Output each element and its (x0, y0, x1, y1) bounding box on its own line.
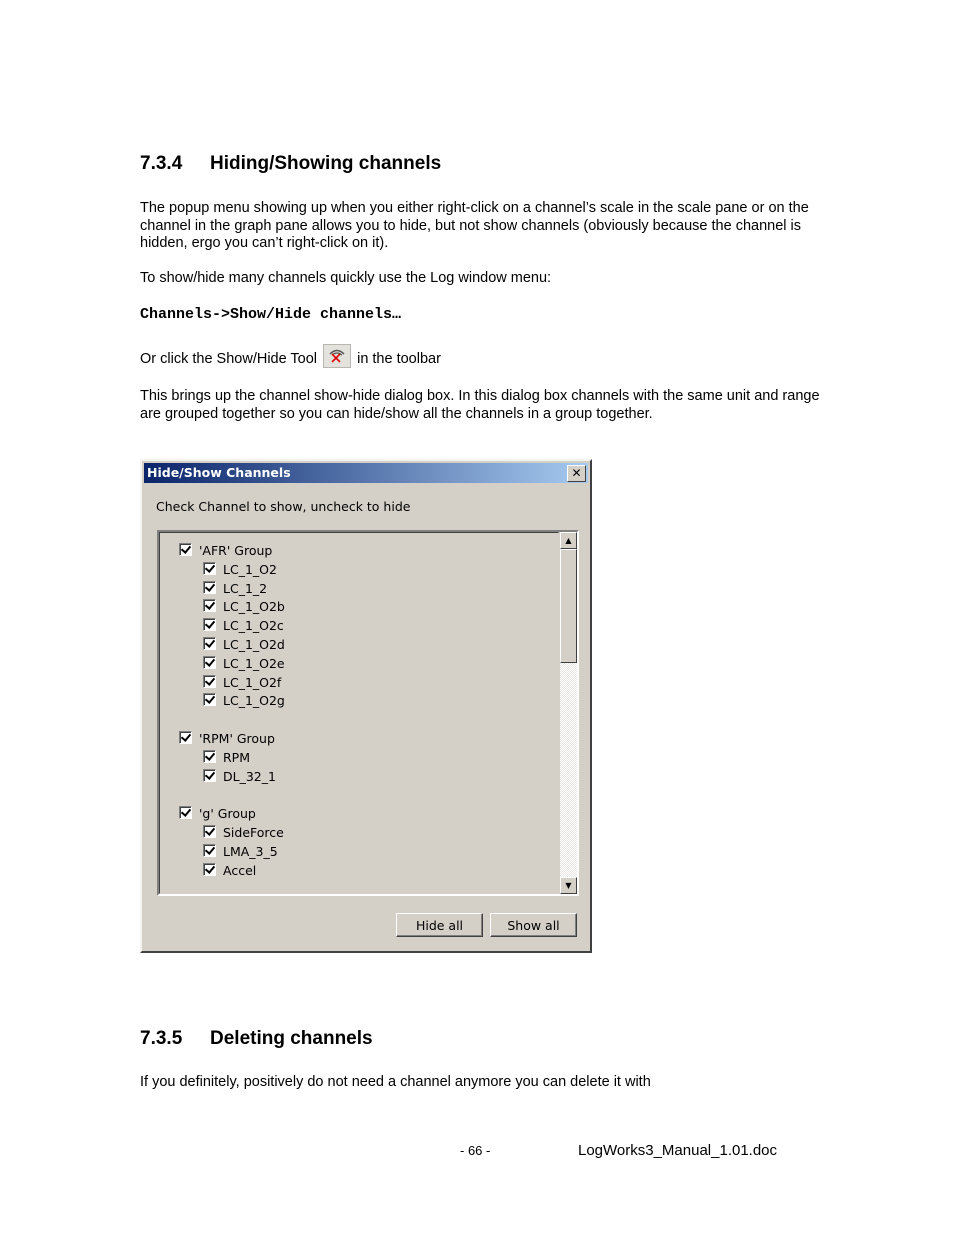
channel-checkbox[interactable] (203, 769, 216, 782)
channel-row[interactable] (203, 598, 285, 616)
channel-label: LMA_3_5 (223, 843, 278, 859)
channel-row[interactable] (203, 655, 285, 673)
menu-path-code: Channels->Show/Hide channels… (140, 306, 402, 323)
group-row[interactable] (179, 542, 272, 560)
show-hide-tool-icon (323, 344, 351, 368)
paragraph-show-hide-menu: To show/hide many channels quickly use the Log window menu: (140, 270, 552, 286)
channel-row[interactable] (203, 749, 250, 767)
channel-checkbox[interactable] (203, 844, 216, 857)
group-checkbox[interactable] (179, 731, 192, 744)
toolbar-text-before: Or click the Show/Hide Tool (140, 351, 318, 367)
channel-label: RPM (223, 749, 251, 765)
channel-row[interactable] (203, 617, 284, 635)
paragraph-popup-menu: The popup menu showing up when you either right-click on a channel’s scale in the scale pane or on the channel in the graph pane allows you to hide, but not show channels (obviously because the channel is hidden, ergo you can’t right-click on it). (140, 200, 809, 251)
section-number: 7.3.5 (140, 1028, 183, 1049)
dialog-instruction: Check Channel to show, uncheck to hide (156, 499, 411, 514)
section-title: Deleting channels (210, 1028, 373, 1049)
channel-checkbox[interactable] (203, 618, 216, 631)
channel-checkbox[interactable] (203, 581, 216, 594)
group-label: 'AFR' Group (199, 543, 273, 558)
channel-label: LC_1_O2e (223, 655, 285, 671)
close-icon[interactable]: ✕ (567, 465, 586, 482)
toolbar-text-after: in the toolbar (357, 351, 441, 367)
channel-checkbox[interactable] (203, 656, 216, 669)
channel-checkbox[interactable] (203, 863, 216, 876)
channel-checkbox[interactable] (203, 750, 216, 763)
channel-label: LC_1_O2f (223, 674, 282, 690)
channel-label: LC_1_O2g (223, 693, 285, 709)
group-label: 'RPM' Group (199, 731, 275, 746)
channel-row[interactable] (203, 843, 278, 861)
group-label: 'g' Group (199, 806, 256, 822)
dialog-titlebar (144, 463, 588, 483)
section-title: Hiding/Showing channels (210, 153, 442, 174)
group-row[interactable] (179, 730, 275, 748)
channel-checkbox[interactable] (203, 637, 216, 650)
channel-row[interactable] (203, 674, 281, 692)
hide-all-button[interactable]: Hide all (396, 913, 483, 937)
channel-checkbox[interactable] (203, 562, 216, 575)
channel-row[interactable] (203, 862, 256, 880)
channel-checkbox[interactable] (203, 693, 216, 706)
vertical-scrollbar[interactable] (560, 532, 577, 894)
channel-row[interactable] (203, 692, 285, 710)
dialog-title: Hide/Show Channels (147, 465, 291, 480)
paragraph-toolbar (140, 344, 820, 372)
channel-list[interactable] (157, 530, 579, 896)
page-number: - 66 - (460, 1143, 491, 1158)
channel-label: Accel (223, 862, 257, 878)
channel-row[interactable] (203, 580, 267, 598)
section-number: 7.3.4 (140, 153, 183, 174)
channel-row[interactable] (203, 768, 276, 786)
channel-label: LC_1_O2b (223, 599, 285, 615)
channel-row[interactable] (203, 561, 277, 579)
channel-label: DL_32_1 (223, 768, 276, 784)
group-row[interactable] (179, 805, 256, 823)
document-filename: LogWorks3_Manual_1.01.doc (578, 1142, 778, 1159)
channel-checkbox[interactable] (203, 599, 216, 612)
paragraph-dialog-description: This brings up the channel show-hide dialog box. In this dialog box channels with the same unit and range are grouped together so you can hide/show all the channels in a group together. (140, 388, 820, 422)
channel-checkbox[interactable] (203, 825, 216, 838)
section-heading-hiding-showing (140, 153, 441, 175)
group-checkbox[interactable] (179, 543, 192, 556)
channel-list-content (159, 532, 559, 894)
channel-checkbox[interactable] (203, 675, 216, 688)
channel-row[interactable] (203, 824, 284, 842)
group-checkbox[interactable] (179, 806, 192, 819)
scroll-up-arrow-icon[interactable]: ▲ (560, 532, 577, 549)
channel-label: SideForce (223, 825, 284, 840)
channel-label: LC_1_2 (223, 580, 268, 596)
channel-label: LC_1_O2 (223, 561, 277, 577)
hide-show-channels-dialog (140, 459, 592, 953)
show-all-button[interactable]: Show all (490, 913, 577, 937)
scroll-thumb[interactable] (560, 549, 577, 663)
channel-label: LC_1_O2d (223, 637, 285, 652)
section-heading-deleting (140, 1028, 373, 1050)
channel-row[interactable] (203, 636, 285, 654)
paragraph-deleting: If you definitely, positively do not need a channel anymore you can delete it with (140, 1074, 651, 1090)
scroll-down-arrow-icon[interactable]: ▼ (560, 877, 577, 894)
channel-label: LC_1_O2c (223, 618, 284, 634)
